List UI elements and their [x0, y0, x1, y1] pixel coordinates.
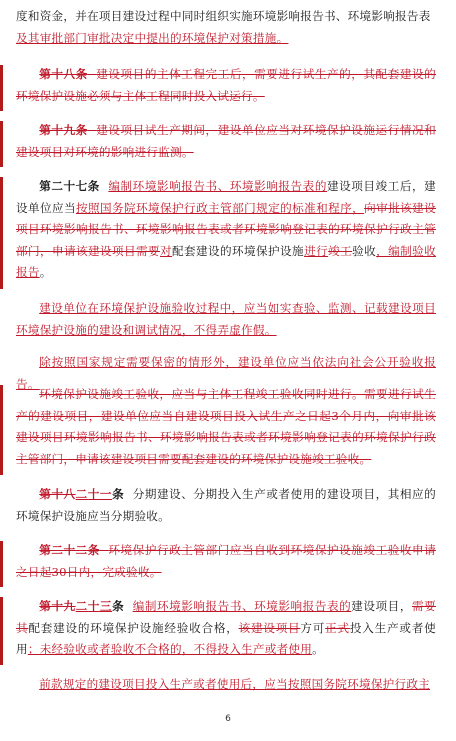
- inserted-text: 前款规定的建设项目投入生产或者使用后，应当按照国务院环境保护行政主: [39, 677, 431, 691]
- inserted-text: 建设单位在环境保护设施验收过程中，应当如实查验、监测、记载建设项目环境保护设施的建设和调试情况，不得弄虚作假。: [16, 301, 436, 337]
- deleted-text: 正式: [325, 620, 350, 635]
- article-text: 。: [312, 642, 324, 657]
- article-text: 分期建设、分期投入生产或者使用的建设项目，其相应的环境保护设施应当分期验收。: [16, 487, 436, 523]
- article-19-deleted: [16, 120, 436, 163]
- article-text: 验收: [352, 243, 377, 258]
- article-text: 投入生产或者使用: [16, 620, 436, 657]
- article-number: 第十九二十三条: [39, 599, 125, 613]
- inserted-text: 进行: [304, 243, 329, 258]
- article-phased-acceptance: [16, 484, 436, 527]
- article-number: 第十八二十一条: [39, 487, 125, 501]
- article-text: 建设项目竣工后，建设单位应当: [16, 179, 436, 215]
- inserted-text: 编制环境影响报告书、环境影响报告表的: [132, 599, 352, 613]
- article-text: 建设项目，: [351, 599, 412, 613]
- article-text: 环境保护行政主管部门应当自收到环境保护设施竣工验收申请之日起30日内，完成验收。: [16, 543, 436, 579]
- article-text: 。: [39, 265, 52, 280]
- paragraph-deleted-acceptance: [16, 384, 436, 470]
- inserted-text: 编制环境影响报告书、环境影响报告表的: [108, 179, 327, 193]
- article-text: 建设项目的主体工程完工后，需要进行试生产的，其配套建设的环境保护设施必须与主体工程同时投入试运行。: [16, 67, 436, 103]
- inserted-text: ，编制验收报告: [16, 243, 436, 280]
- page-number: 6: [225, 714, 231, 724]
- article-production-use: [16, 596, 436, 661]
- article-text: 方可: [300, 620, 326, 635]
- deleted-text: 需要其: [16, 599, 436, 635]
- article-text: 建设项目试生产期间，建设单位应当对环境保护设施运行情况和建设项目对环境的影响进行监测。: [16, 123, 436, 159]
- paragraph-continuation: [16, 6, 436, 49]
- article-number: 第二十七条: [39, 179, 100, 193]
- deleted-text: 环境保护设施竣工验收，应当与主体工程竣工验收同时进行。需要进行试生产的建设项目，建设单位应当自建设项目投入试生产之日起3个月内，向审批该建设项目环境影响报告书、环境影响报告表或者环境影响登记表的环境保护行政主管部门，申请该建设项目需要配套建设的环境保护设施竣工验收。: [16, 387, 436, 466]
- article-text: 配套建设的环境保护设施经验收合格，: [28, 620, 239, 635]
- deleted-text: 竣工: [328, 243, 353, 258]
- inserted-text: 除按照国家规定需要保密的情形外，建设单位应当依法向社会公开验收报告。: [16, 355, 436, 391]
- paragraph-after-production: [16, 674, 436, 696]
- change-bar: [0, 65, 3, 111]
- article-22-deleted: [16, 540, 436, 583]
- article-18-deleted: [16, 64, 436, 107]
- inserted-text: ；未经验收或者验收不合格的，不得投入生产或者使用: [27, 642, 313, 657]
- deleted-text: 该建设项目: [238, 620, 301, 635]
- change-bar: [0, 597, 3, 665]
- inserted-text: 对: [160, 243, 173, 258]
- article-number: 第二十二条: [39, 543, 100, 557]
- change-bar: [0, 541, 3, 587]
- article-text: 配套建设的环境保护设施: [172, 243, 305, 258]
- article-number: 第十八条: [39, 67, 88, 81]
- continuation-line-1: 度和资金，并在项目建设过程中同时组织实施环境影响报告书、环境影响报告表: [16, 9, 431, 23]
- paragraph-inserted-verification: [16, 298, 436, 341]
- change-bar: [0, 385, 3, 475]
- article-number: 第十九条: [39, 123, 88, 137]
- deleted-text: 向审批该建设项目环境影响报告书、环境影响报告表或者环境影响登记表的环境保护行政主管部门，申请该建设项目需要: [16, 200, 436, 258]
- continuation-line-2-inserted: 及其审批部门审批决定中提出的环境保护对策措施。: [16, 30, 289, 45]
- change-bar: [0, 121, 3, 167]
- inserted-text: 按照国务院环境保护行政主管部门规定的标准和程序，: [76, 200, 365, 215]
- article-27: [16, 176, 436, 284]
- change-bar: [0, 177, 3, 289]
